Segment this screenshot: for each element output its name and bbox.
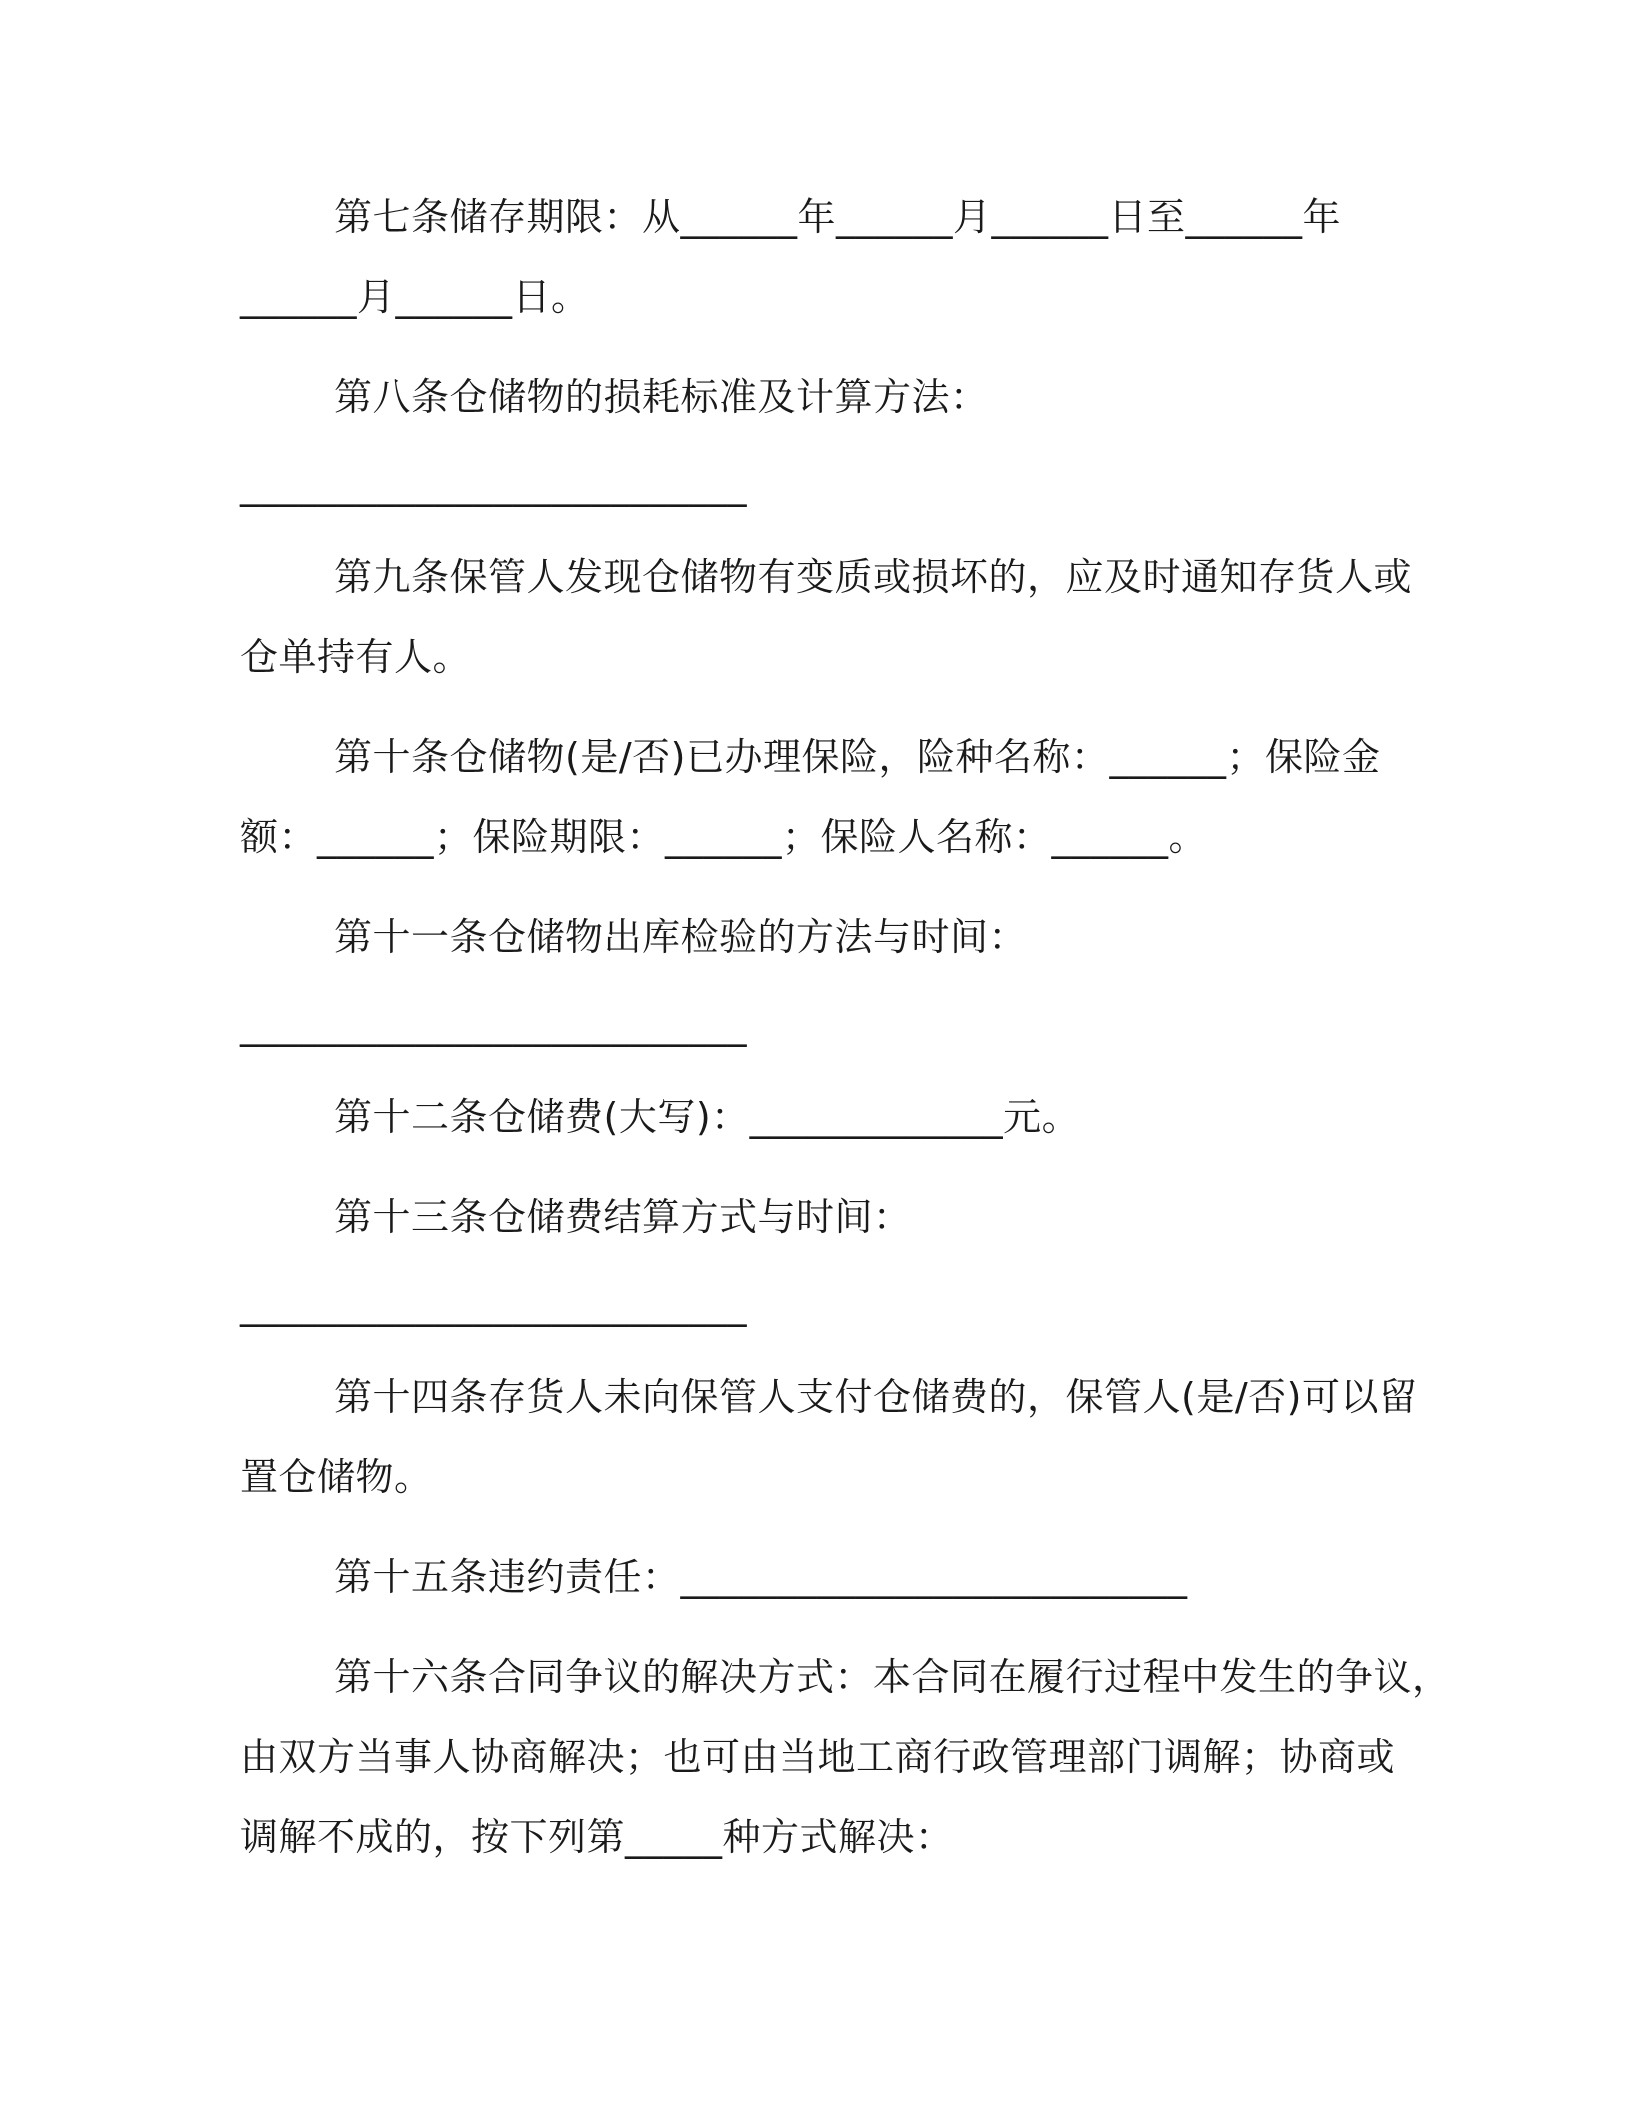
- article-16-line-1: 第十六条合同争议的解决方式：本合同在履行过程中发生的争议，: [334, 1655, 1451, 1699]
- article-10-line-1: 第十条仓储物(是/否)已办理保险，险种名称：______；保险金: [334, 735, 1381, 779]
- article-11-line-1: 第十一条仓储物出库检验的方法与时间：: [334, 915, 1028, 959]
- article-15-line-1: 第十五条违约责任：__________________________: [334, 1555, 1188, 1599]
- article-7-line-1: 第七条储存期限：从______年______月______日至______年: [334, 195, 1342, 239]
- article-14-line-1: 第十四条存货人未向保管人支付仓储费的，保管人(是/否)可以留: [334, 1375, 1418, 1419]
- article-13-blank-line: __________________________: [240, 1283, 747, 1327]
- article-8-line-1: 第八条仓储物的损耗标准及计算方法：: [334, 375, 989, 419]
- article-16-line-2: 由双方当事人协商解决；也可由当地工商行政管理部门调解；协商或: [240, 1735, 1396, 1779]
- article-8-blank-line: __________________________: [240, 463, 747, 507]
- article-9-line-1: 第九条保管人发现仓储物有变质或损坏的，应及时通知存货人或: [334, 555, 1413, 599]
- article-14-line-2: 置仓储物。: [240, 1455, 433, 1499]
- article-13-line-1: 第十三条仓储费结算方式与时间：: [334, 1195, 912, 1239]
- article-11-blank-line: __________________________: [240, 1003, 747, 1047]
- article-16-line-3: 调解不成的，按下列第_____种方式解决：: [240, 1815, 954, 1859]
- article-12-line-1: 第十二条仓储费(大写)：_____________元。: [334, 1095, 1081, 1139]
- article-9-line-2: 仓单持有人。: [240, 635, 472, 679]
- article-7-line-2: ______月______日。: [240, 275, 590, 319]
- article-10-line-2: 额：______；保险期限：______；保险人名称：______。: [240, 815, 1208, 859]
